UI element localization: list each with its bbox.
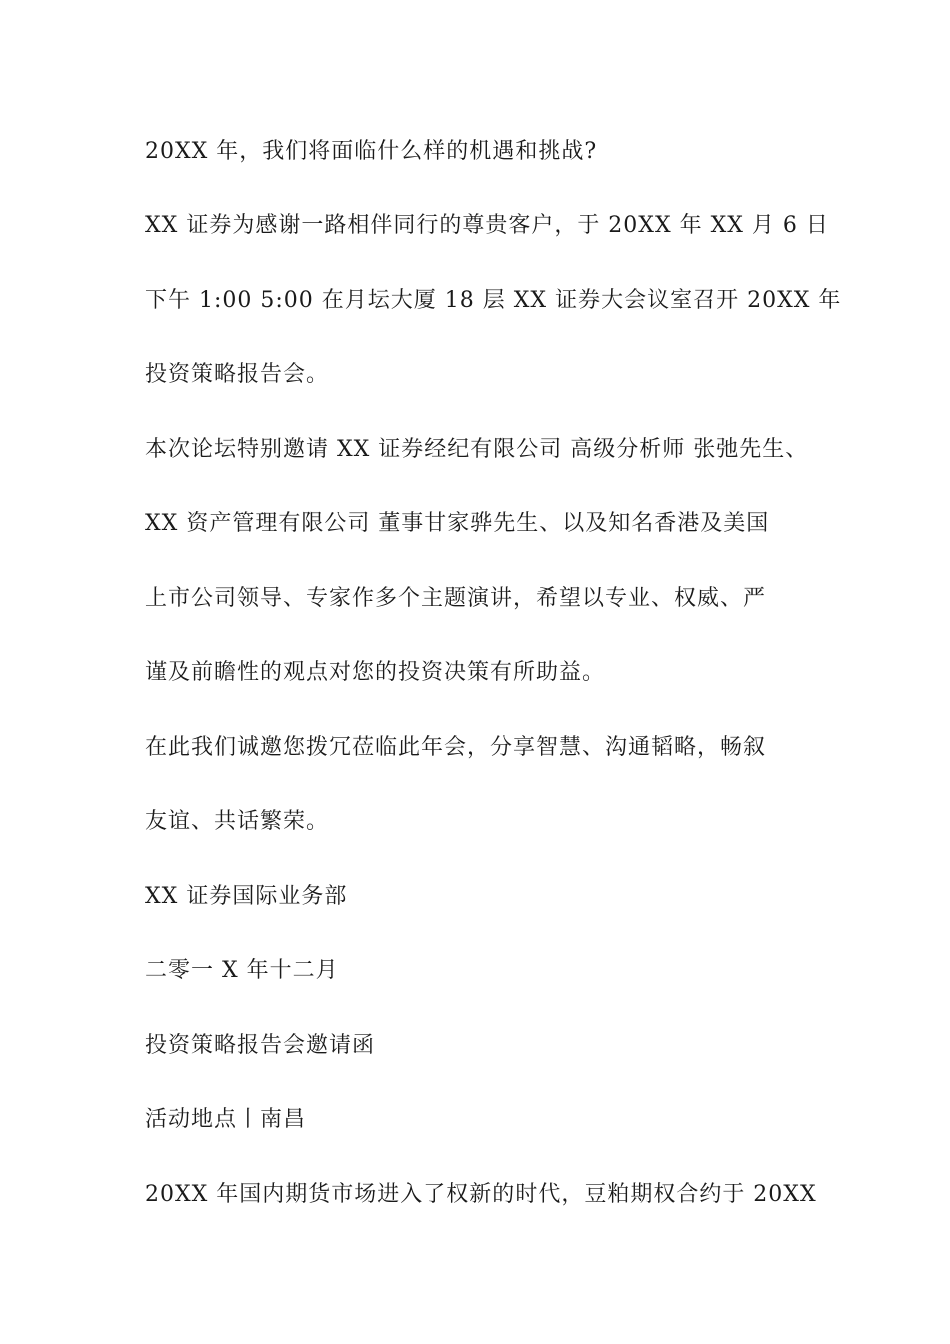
paragraph-line-1: 20XX 年，我们将面临什么样的机遇和挑战?: [145, 139, 598, 164]
paragraph-line-15: 20XX 年国内期货市场进入了权新的时代，豆粕期权合约于 20XX: [145, 1182, 817, 1207]
event-location: 活动地点丨南昌: [145, 1107, 307, 1132]
signature-department: XX 证券国际业务部: [145, 884, 348, 909]
paragraph-line-3: 下午 1:00 5:00 在月坛大厦 18 层 XX 证券大会议室召开 20XX 年: [145, 288, 842, 313]
paragraph-line-10: 友谊、共话繁荣。: [145, 809, 330, 834]
paragraph-line-4: 投资策略报告会。: [145, 362, 330, 387]
signature-date: 二零一 X 年十二月: [145, 958, 339, 983]
paragraph-line-8: 谨及前瞻性的观点对您的投资决策有所助益。: [145, 660, 606, 685]
paragraph-line-5: 本次论坛特别邀请 XX 证券经纪有限公司 高级分析师 张弛先生、: [145, 437, 809, 462]
paragraph-line-2: XX 证券为感谢一路相伴同行的尊贵客户，于 20XX 年 XX 月 6 日: [145, 213, 829, 238]
section-title: 投资策略报告会邀请函: [145, 1033, 376, 1058]
paragraph-line-6: XX 资产管理有限公司 董事甘家骅先生、以及知名香港及美国: [145, 511, 770, 536]
paragraph-line-9: 在此我们诚邀您拨冗莅临此年会，分享智慧、沟通韬略，畅叙: [145, 735, 767, 760]
paragraph-line-7: 上市公司领导、专家作多个主题演讲，希望以专业、权威、严: [145, 586, 767, 611]
